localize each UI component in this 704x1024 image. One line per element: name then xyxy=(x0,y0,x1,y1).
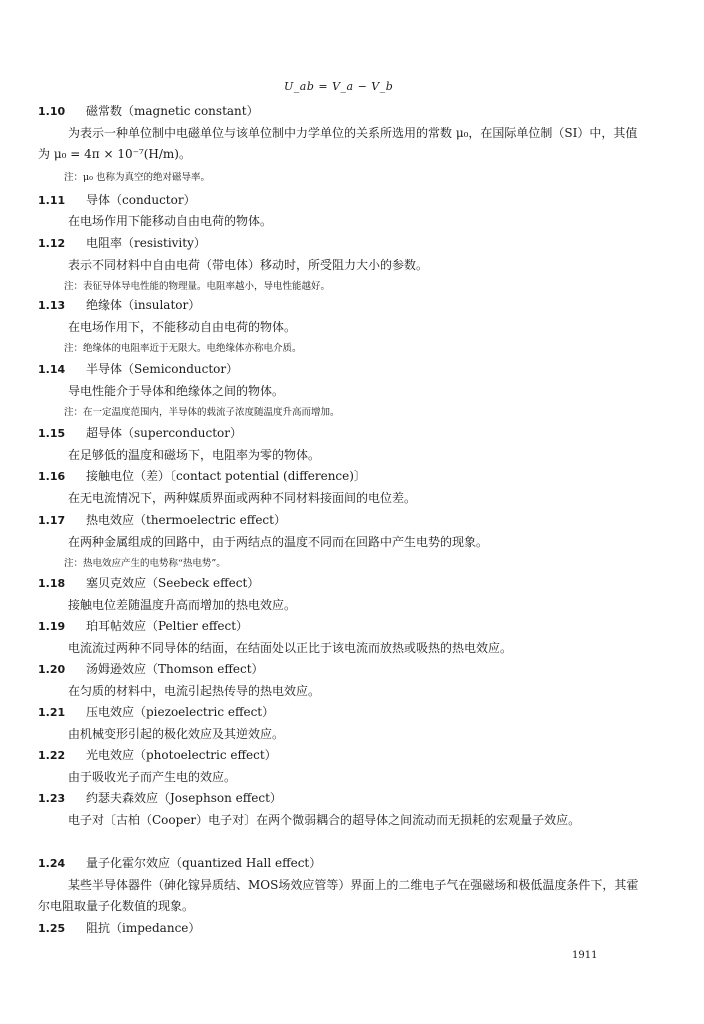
entry-number: 1.13 xyxy=(38,299,66,312)
entry-term: 超导体（superconductor） xyxy=(86,426,242,440)
entry-number: 1.10 xyxy=(38,105,66,118)
page-number: 1911 xyxy=(572,950,598,961)
entry-term: 塞贝克效应（Seebeck effect） xyxy=(86,576,260,590)
entry-number: 1.18 xyxy=(38,577,66,590)
entry-term: 热电效应（thermoelectric effect） xyxy=(86,513,286,527)
entry-text: 在两种金属组成的回路中，由于两结点的温度不同而在回路中产生电势的现象。 xyxy=(68,535,489,549)
entry-number: 1.11 xyxy=(38,194,66,207)
entry-term: 压电效应（piezoelectric effect） xyxy=(86,705,275,719)
entry-note: 注：在一定温度范围内，半导体的载流子浓度随温度升高而增加。 xyxy=(64,407,340,418)
entry-number: 1.16 xyxy=(38,470,66,483)
entry-text: 接触电位差随温度升高而增加的热电效应。 xyxy=(68,598,297,612)
entry-number: 1.14 xyxy=(38,363,66,376)
entry-note: 注：表征导体导电性能的物理量。电阻率越小，导电性能越好。 xyxy=(64,281,331,292)
entry-text: 在电场作用下能移动自由电荷的物体。 xyxy=(68,214,273,228)
entry-number: 1.22 xyxy=(38,749,66,762)
entry-number: 1.25 xyxy=(38,922,66,935)
entry-note: 注：μ₀ 也称为真空的绝对磁导率。 xyxy=(64,172,211,183)
entry-term: 接触电位（差）〔contact potential (difference)〕 xyxy=(86,469,366,483)
entry-text: 由于吸收光子而产生电的效应。 xyxy=(68,770,237,784)
formula-voltage: U_ab = V_a − V_b xyxy=(284,80,394,93)
entry-number: 1.21 xyxy=(38,706,66,719)
entry-term: 汤姆逊效应（Thomson effect） xyxy=(86,662,264,676)
entry-text: 导电性能介于导体和绝缘体之间的物体。 xyxy=(68,384,285,398)
entry-term: 量子化霍尔效应（quantized Hall effect） xyxy=(86,856,322,870)
entry-number: 1.23 xyxy=(38,792,66,805)
entry-text: 电流流过两种不同导体的结面，在结面处以正比于该电流而放热或吸热的热电效应。 xyxy=(68,641,513,655)
entry-term: 光电效应（photoelectric effect） xyxy=(86,748,277,762)
entry-number: 1.15 xyxy=(38,427,66,440)
entry-number: 1.17 xyxy=(38,514,66,527)
entry-term: 导体（conductor） xyxy=(86,193,196,207)
entry-note: 注：绝缘体的电阻率近于无限大。电绝缘体亦称电介质。 xyxy=(64,343,302,354)
entry-note: 注：热电效应产生的电势称“热电势”。 xyxy=(64,558,226,569)
entry-number: 1.19 xyxy=(38,620,66,633)
entry-term: 珀耳帖效应（Peltier effect） xyxy=(86,619,249,633)
entry-text: 表示不同材料中自由电荷（带电体）移动时，所受阻力大小的参数。 xyxy=(68,258,429,272)
entry-text: 在无电流情况下，两种媒质界面或两种不同材料接面间的电位差。 xyxy=(68,491,417,505)
entry-text: 由机械变形引起的极化效应及其逆效应。 xyxy=(68,727,285,741)
entry-text: 在电场作用下，不能移动自由电荷的物体。 xyxy=(68,320,297,334)
entry-number: 1.12 xyxy=(38,237,66,250)
entry-term: 阻抗（impedance） xyxy=(86,921,201,935)
entry-term: 半导体（Semiconductor） xyxy=(86,362,239,376)
entry-number: 1.24 xyxy=(38,857,66,870)
entry-text: 在匀质的材料中，电流引起热传导的热电效应。 xyxy=(68,684,321,698)
entry-text: 为表示一种单位制中电磁单位与该单位制中力学单位的关系所选用的常数 μ₀，在国际单位制（SI）中，其值为 μ₀ = 4π × 10⁻⁷(H/m)。 xyxy=(38,126,638,161)
entry-term: 约瑟夫森效应（Josephson effect） xyxy=(86,791,282,805)
entry-text: 在足够低的温度和磁场下，电阻率为零的物体。 xyxy=(68,448,321,462)
entry-term: 磁常数（magnetic constant） xyxy=(86,104,259,118)
entry-number: 1.20 xyxy=(38,663,66,676)
entry-text: 某些半导体器件（砷化镓异质结、MOS场效应管等）界面上的二维电子气在强磁场和极低温度条件下，其霍尔电阻取量子化数值的现象。 xyxy=(38,878,639,913)
entry-term: 绝缘体（insulator） xyxy=(86,298,201,312)
entry-text: 电子对〔古柏（Cooper）电子对〕在两个微弱耦合的超导体之间流动而无损耗的宏观量子效应。 xyxy=(68,813,581,827)
entry-term: 电阻率（resistivity） xyxy=(86,236,206,250)
